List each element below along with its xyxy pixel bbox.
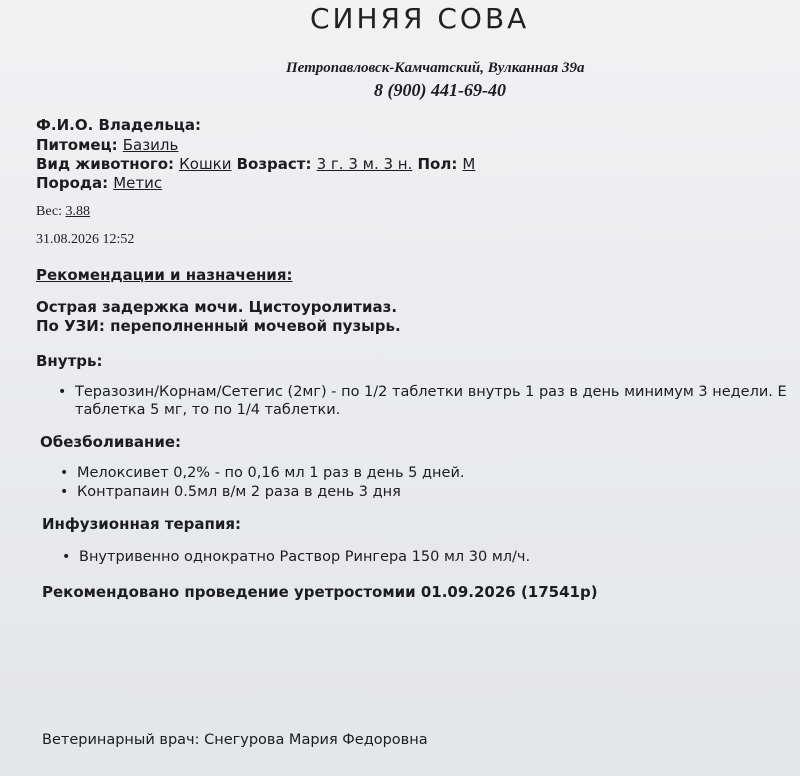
pain-item-2: Контрапаин 0.5мл в/м 2 раза в день 3 дня (77, 484, 401, 500)
age-label: Возраст: (236, 155, 312, 173)
sex-value: М (462, 155, 476, 173)
visit-datetime: 31.08.2026 12:52 (36, 232, 135, 247)
final-recommendation: Рекомендовано проведение уретростомии 01.09.2026 (17541р) (42, 583, 598, 601)
diagnosis-line-1: Острая задержка мочи. Цистоуролитиаз. (36, 298, 398, 316)
breed-row (36, 173, 162, 192)
clinic-address: Петропавловск-Камчатский, Вулканная 39а (286, 60, 585, 76)
pain-section-title: Обезболивание: (40, 433, 182, 451)
pet-label: Питомец: (36, 136, 118, 154)
bullet-icon: • (58, 384, 67, 400)
species-row (36, 154, 475, 173)
oral-section-title: Внутрь: (36, 352, 103, 370)
diagnosis-line-2: По УЗИ: переполненный мочевой пузырь. (36, 317, 401, 335)
species-label: Вид животного: (36, 155, 175, 173)
bullet-icon: • (60, 484, 69, 500)
pet-value: Базиль (122, 136, 179, 154)
sex-label: Пол: (417, 155, 458, 173)
breed-value: Метис (113, 174, 163, 192)
weight-row (36, 204, 90, 220)
infusion-section-title: Инфузионная терапия: (42, 515, 242, 533)
doctor-label: Ветеринарный врач: (42, 732, 200, 748)
breed-label: Порода: (36, 174, 109, 192)
owner-label: Ф.И.О. Владельца: (36, 116, 202, 134)
pet-row (36, 135, 178, 154)
pain-item-1: Мелоксивет 0,2% - по 0,16 мл 1 раз в день 5 дней. (77, 465, 465, 481)
recommendations-title: Рекомендации и назначения: (36, 266, 293, 284)
clinic-logo: СИНЯЯ СОВА (310, 2, 530, 35)
infusion-item-1: Внутривенно однократно Раствор Рингера 150 мл 30 мл/ч. (79, 549, 531, 565)
oral-item-line-1: Теразозин/Корнам/Сетегис (2мг) - по 1/2 таблетки внутрь 1 раз в день минимум 3 недели. Е (75, 384, 787, 400)
age-value: 3 г. 3 м. 3 н. (316, 155, 413, 173)
oral-item-line-2: таблетка 5 мг, то по 1/4 таблетки. (75, 402, 341, 418)
clinic-phone: 8 (900) 441-69-40 (374, 80, 506, 100)
doctor-signature (42, 732, 428, 748)
bullet-icon: • (60, 465, 69, 481)
bullet-icon: • (62, 549, 71, 565)
weight-label: Вес: (36, 204, 63, 219)
doctor-name: Снегурова Мария Федоровна (204, 732, 428, 748)
weight-value: 3.88 (65, 204, 91, 219)
species-value: Кошки (179, 155, 232, 173)
